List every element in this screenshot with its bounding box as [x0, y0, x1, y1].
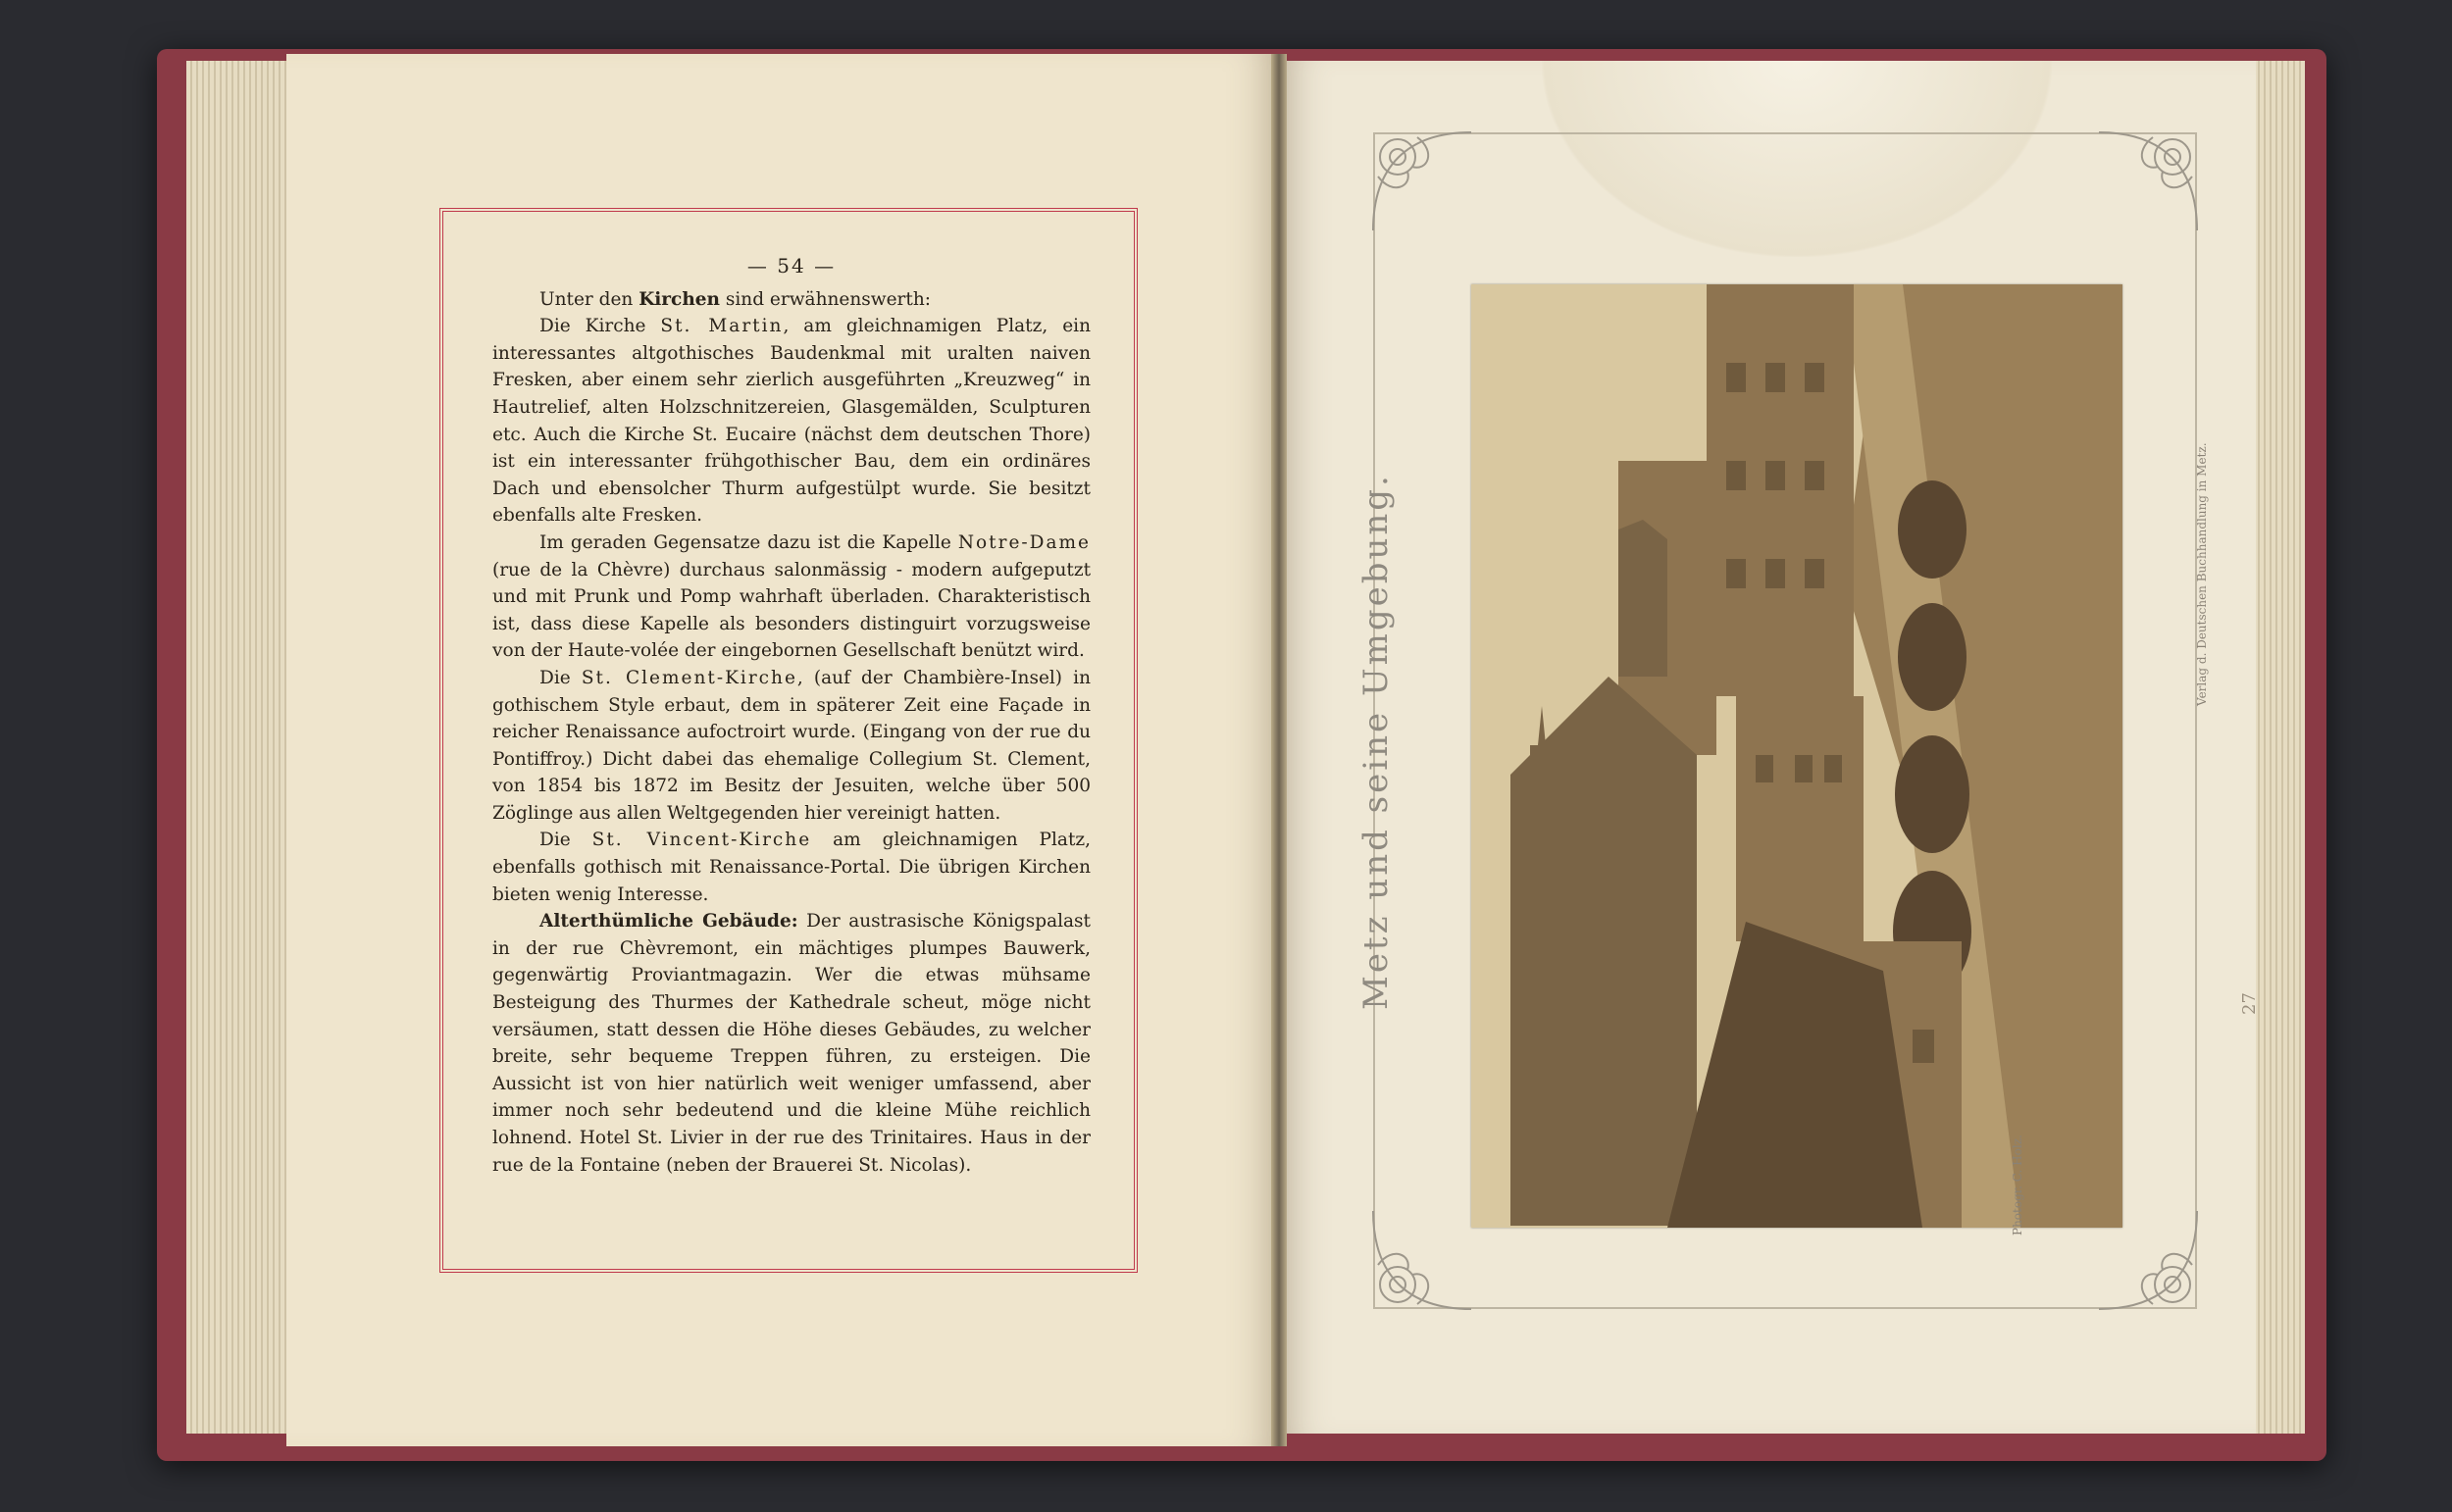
publisher-credit: Verlag d. Deutschen Buchhandlung in Metz. — [2195, 442, 2209, 706]
left-page-edges — [186, 61, 294, 1434]
ornament-corner-icon — [1368, 127, 1476, 235]
paragraph-text: , (auf der Chambière-Insel) in gothischem Style erbaut, dem in späterer Zeit eine Façade in reicher Renaissance aufoctroirt wurde. (Eingang von der rue du Pontiffroy.) Dicht dabei das ehemalige Collegium St. Clement, von 1854 bis 1872 im Besitz der Jesuiten, welche über 500 Zöglinge aus allen Weltgegenden hier vereinigt hatten. — [492, 667, 1091, 824]
book-gutter — [1271, 54, 1287, 1446]
paragraph-spaced-term: St. Vincent-Kirche — [591, 830, 812, 851]
paragraph — [492, 286, 1091, 314]
paragraph-spaced-term: St. Clement-Kirche — [581, 667, 797, 688]
paragraph-list — [492, 286, 1091, 1180]
ornament-corner-icon — [1368, 1206, 1476, 1314]
paragraph-text: Unter den — [539, 288, 639, 310]
paragraph-text: , am gleichnamigen Platz, ein interessantes altgothisches Baudenkmal mit uralten naiven Fresken, aber einem sehr zierlich ausgeführten „Kreuzweg“ in Hautrelief, alten Holzschnitzereien, Glasgemälden, Sculpturen etc. Auch die Kirche St. Eucaire (nächst dem deutschen Thore) ist ein interessanter frühgothischer Bau, dem ein ordinäres Dach und ebensolcher Thurm aufgestülpt wurde. Sie besitzt ebenfalls alte Fresken. — [492, 316, 1091, 527]
paragraph — [492, 908, 1091, 1179]
page-number: — 54 — — [746, 254, 837, 277]
paragraph — [492, 313, 1091, 529]
paragraph-bold-term: Kirchen — [639, 288, 720, 310]
paragraph-text: Der austrasische Königspalast in der rue Chèvremont, ein mächtiges plumpes Bauwerk, gegenwärtig Proviantmagazin. Wer die etwas mühsame Besteigung des Thurmes der Kathedrale scheut, möge nicht versäumen, statt dessen die Höhe dieses Gebäudes, zu welcher breite, sehr bequeme Treppen führen, zu ersteigen. Die Aussicht ist von hier natürlich weit weniger umfassend, aber immer noch sehr bedeutend und die kleine Mühe reichlich lohnend. Hotel St. Livier in der rue des Trinitaires. Haus in der rue de la Fontaine (neben der Brauerei St. Nicolas). — [492, 911, 1091, 1176]
paragraph-text: Die — [539, 667, 582, 688]
paragraph-text: Die — [539, 830, 592, 851]
paragraph-spaced-term: Notre-Dame — [957, 531, 1091, 553]
paragraph — [492, 827, 1091, 908]
paragraph-bold-term: Alterthümliche Gebäude: — [539, 911, 798, 932]
paragraph-text: Im geraden Gegensatze dazu ist die Kapelle — [539, 531, 958, 553]
paragraph-spaced-term: St. Martin — [660, 316, 784, 337]
vertical-title: Metz und seine Umgebung. — [1356, 473, 1396, 1010]
paragraph-text: Die Kirche — [539, 316, 661, 337]
text-block — [492, 253, 1091, 1179]
paragraph-text: (rue de la Chèvre) durchaus salonmässig - modern aufgeputzt und mit Prunk und Pomp wahrhaft überladen. Charakteristisch ist, dass diese Kapelle als besonders distinguirt vorzugsweise von der Haute-volée der eingebornen Gesellschaft benützt wird. — [492, 559, 1091, 662]
paragraph — [492, 665, 1091, 828]
sepia-photograph — [1471, 284, 2122, 1228]
cityscape-photo-icon — [1471, 284, 2122, 1228]
paragraph-text: am gleichnamigen Platz, ebenfalls gothisch mit Renaissance-Portal. Die übrigen Kirchen bieten wenig Interesse. — [492, 830, 1092, 905]
right-page-mark: 27 — [2239, 992, 2260, 1015]
photographer-credit: Photogr. C. Holz. — [2011, 1134, 2024, 1235]
paragraph-text: sind erwähnenswerth: — [720, 288, 931, 310]
paragraph — [492, 529, 1091, 665]
ornament-corner-icon — [2094, 127, 2202, 235]
